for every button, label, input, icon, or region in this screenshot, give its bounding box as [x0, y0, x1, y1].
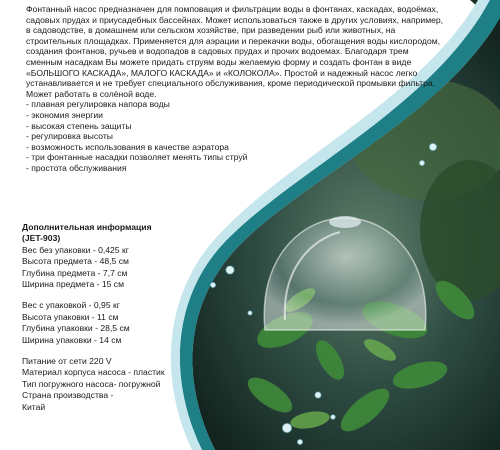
feature-item: - экономия энергии [26, 109, 103, 120]
specs-heading: Дополнительная информация [22, 222, 152, 232]
spec-line: Глубина предмета - 7,7 см [22, 267, 128, 278]
spec-line: Высота упаковки - 11 см [22, 311, 119, 322]
saltwater-note: Может работать в солёной воде. [26, 88, 157, 99]
feature-item: - простота обслуживания [26, 162, 127, 173]
description-paragraph: Фонтанный насос предназначен для помповация и фильтрации воды в фонтанах, каскадах, водоёмах, садовых прудах и приусадебных бассейнах. Может использоваться также в других условиях, например, в садоводстве, в домашнем или сельском хозяйстве, при разведении рыб или животных, на строительных площадках. Применяется для аэрации и перекачки воды, обогащения воды кислородом, создания фонтанов, ручьев и водопадов в садовых прудах и прочих водоемах. Благодаря трем сменным насадкам Вы можете придать струям воды желаемую форму и создать фонтан в виде «БОЛЬШОГО КАСКАДА», МАЛОГО КАСКАДА» и «КОЛОКОЛА». Простой и надежный насос легко устанавливается и не требует специального обслуживания, кроме периодической промывки фильтра. [26, 4, 444, 89]
description-block [26, 4, 446, 174]
spec-line: Ширина предмета - 15 см [22, 279, 125, 290]
feature-item: - возможность использования в качестве аэратора [26, 141, 229, 152]
feature-item: - регулировка высоты [26, 131, 113, 142]
spec-line: Питание от сети 220 V [22, 356, 112, 367]
spec-line: Страна производства - [22, 390, 114, 401]
spec-line: Глубина упаковки - 28,5 см [22, 323, 130, 334]
spec-line: Ширина упаковки - 14 см [22, 334, 122, 345]
spec-line: Тип погружного насоса- погружной [22, 378, 161, 389]
spec-line: Китай [22, 401, 46, 412]
spec-line: Материал корпуса насоса - пластик [22, 367, 165, 378]
feature-item: - высокая степень защиты [26, 120, 132, 131]
feature-item: - три фонтанные насадки позволяет менять типы струй [26, 152, 248, 163]
spec-line: Высота предмета - 48,5 см [22, 256, 129, 267]
specs-model: (JET-903) [22, 233, 61, 244]
feature-list [26, 99, 446, 173]
feature-item: - плавная регулировка напора воды [26, 99, 170, 110]
spec-line: Вес без упаковки - 0,425 кг [22, 244, 129, 255]
spec-line: Вес с упаковкой - 0,95 кг [22, 300, 120, 311]
specs-block [22, 222, 212, 413]
